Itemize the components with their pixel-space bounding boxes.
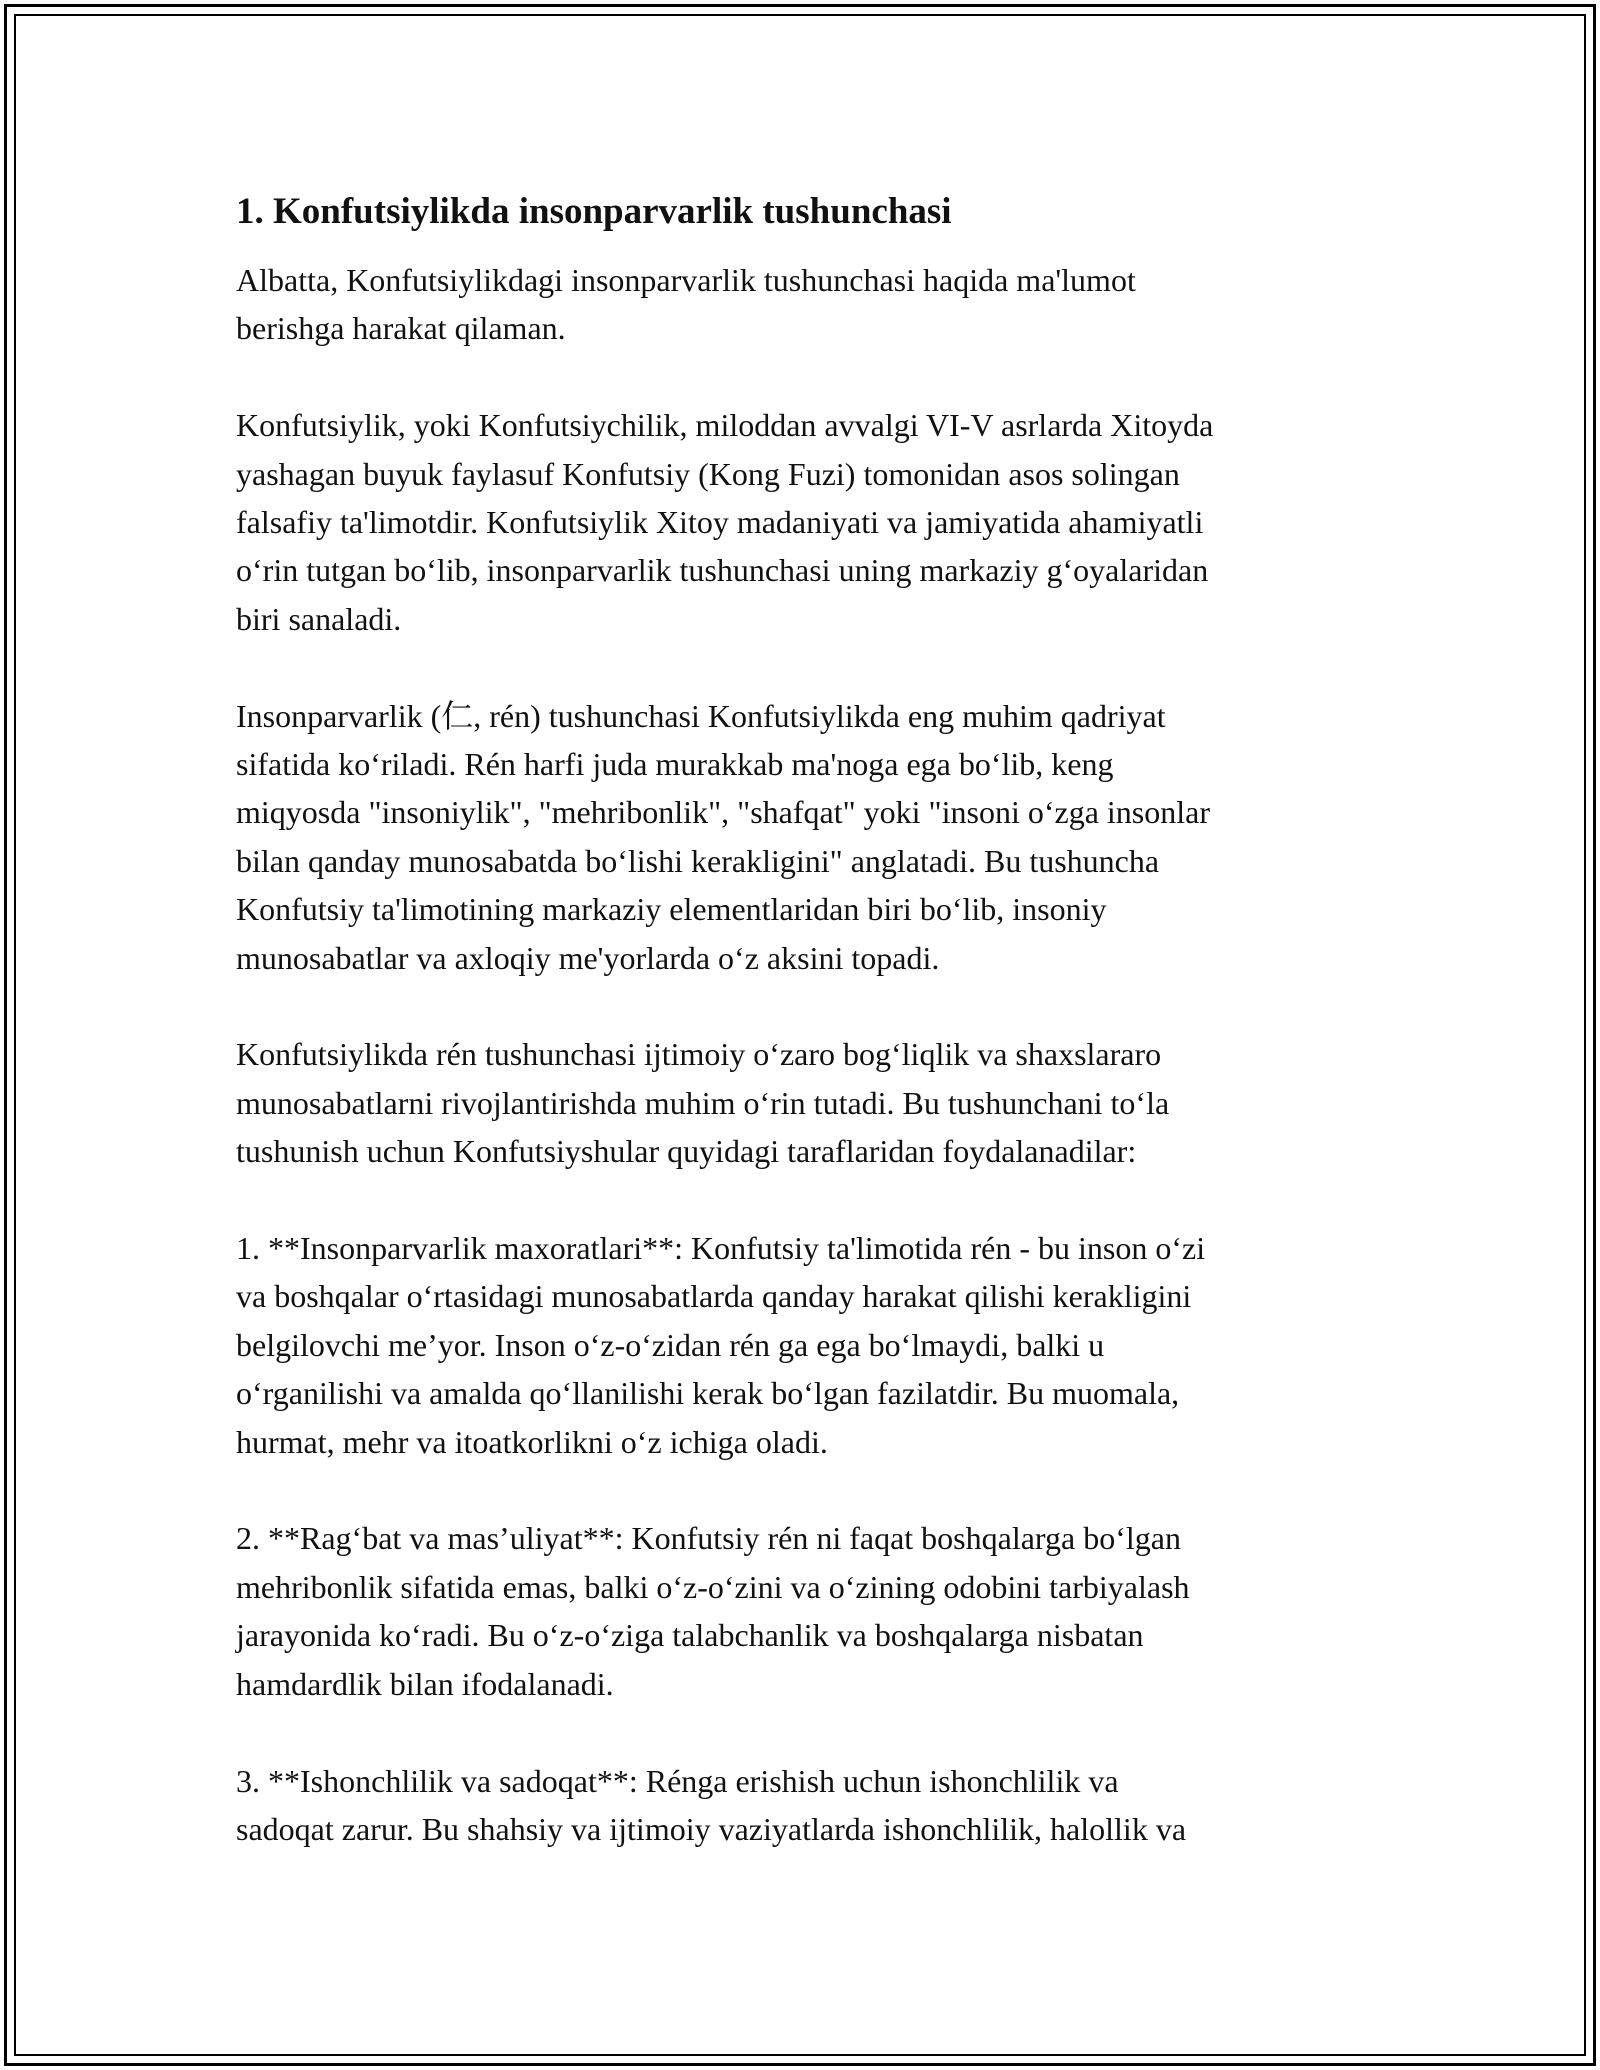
- paragraph-definition: [236, 401, 1376, 643]
- text-line: hurmat, mehr va itoatkorlikni oʻz ichiga oladi.: [236, 1423, 828, 1460]
- text-line: munosabatlarni rivojlantirishda muhim oʻrin tutadi. Bu tushunchani toʻla: [236, 1084, 1170, 1121]
- text-line: belgilovchi me’yor. Inson oʻz-oʻzidan rén ga ega boʻlmaydi, balki u: [236, 1326, 1105, 1363]
- text-line: hamdardlik bilan ifodalanadi.: [236, 1665, 614, 1702]
- list-item-1: [236, 1224, 1376, 1466]
- text-line: jarayonida koʻradi. Bu oʻz-oʻziga talabchanlik va boshqalarga nisbatan: [236, 1617, 1144, 1654]
- list-item-2: [236, 1514, 1376, 1708]
- list-item-3: [236, 1757, 1376, 1854]
- text-line: berishga harakat qilaman.: [236, 310, 566, 347]
- document-body: [236, 188, 1376, 1902]
- text-line: Konfutsiylik, yoki Konfutsiychilik, miloddan avvalgi VI-V asrlarda Xitoyda: [236, 407, 1214, 444]
- text-line: falsafiy ta'limotdir. Konfutsiylik Xitoy madaniyati va jamiyatida ahamiyatli: [236, 504, 1204, 541]
- text-line: oʻrganilishi va amalda qoʻllanilishi kerak boʻlgan fazilatdir. Bu muomala,: [236, 1375, 1180, 1412]
- text-line: bilan qanday munosabatda boʻlishi kerakligini" anglatadi. Bu tushuncha: [236, 842, 1160, 879]
- text-line: sifatida koʻriladi. Rén harfi juda murakkab ma'noga ega boʻlib, keng: [236, 746, 1114, 783]
- text-line: Konfutsiy ta'limotining markaziy elementlaridan biri boʻlib, insoniy: [236, 891, 1107, 928]
- text-line: munosabatlar va axloqiy me'yorlarda oʻz aksini topadi.: [236, 939, 940, 976]
- text-line: oʻrin tutgan boʻlib, insonparvarlik tushunchasi uning markaziy gʻoyalaridan: [236, 552, 1209, 589]
- text-line: mehribonlik sifatida emas, balki oʻz-oʻzini va oʻzining odobini tarbiyalash: [236, 1568, 1190, 1605]
- paragraph-ren: [236, 692, 1376, 982]
- paragraph-intro: [236, 256, 1376, 353]
- text-line: Konfutsiylikda rén tushunchasi ijtimoiy oʻzaro bogʻliqlik va shaxslararo: [236, 1036, 1162, 1073]
- text-line: yashagan buyuk faylasuf Konfutsiy (Kong Fuzi) tomonidan asos solingan: [236, 455, 1180, 492]
- text-line: miqyosda "insoniylik", "mehribonlik", "shafqat" yoki "insoni oʻzga insonlar: [236, 794, 1210, 831]
- document-title: 1. Konfutsiylikda insonparvarlik tushunchasi: [236, 191, 952, 232]
- text-line: biri sanaladi.: [236, 600, 402, 637]
- text-line: tushunish uchun Konfutsiyshular quyidagi taraflaridan foydalanadilar:: [236, 1133, 1137, 1170]
- text-line: sadoqat zarur. Bu shahsiy va ijtimoiy vaziyatlarda ishonchlilik, halollik va: [236, 1810, 1187, 1847]
- text-line: Insonparvarlik (仁, rén) tushunchasi Konfutsiylikda eng muhim qadriyat: [236, 697, 1166, 734]
- text-line: 2. **Ragʻbat va mas’uliyat**: Konfutsiy rén ni faqat boshqalarga boʻlgan: [236, 1520, 1181, 1557]
- text-line: Albatta, Konfutsiylikdagi insonparvarlik tushunchasi haqida ma'lumot: [236, 262, 1136, 298]
- paragraph-social: [236, 1030, 1376, 1175]
- text-line: va boshqalar oʻrtasidagi munosabatlarda qanday harakat qilishi kerakligini: [236, 1278, 1192, 1315]
- text-line: 3. **Ishonchlilik va sadoqat**: Rénga erishish uchun ishonchlilik va: [236, 1762, 1119, 1799]
- text-line: 1. **Insonparvarlik maxoratlari**: Konfutsiy ta'limotida rén - bu inson oʻzi: [236, 1230, 1206, 1267]
